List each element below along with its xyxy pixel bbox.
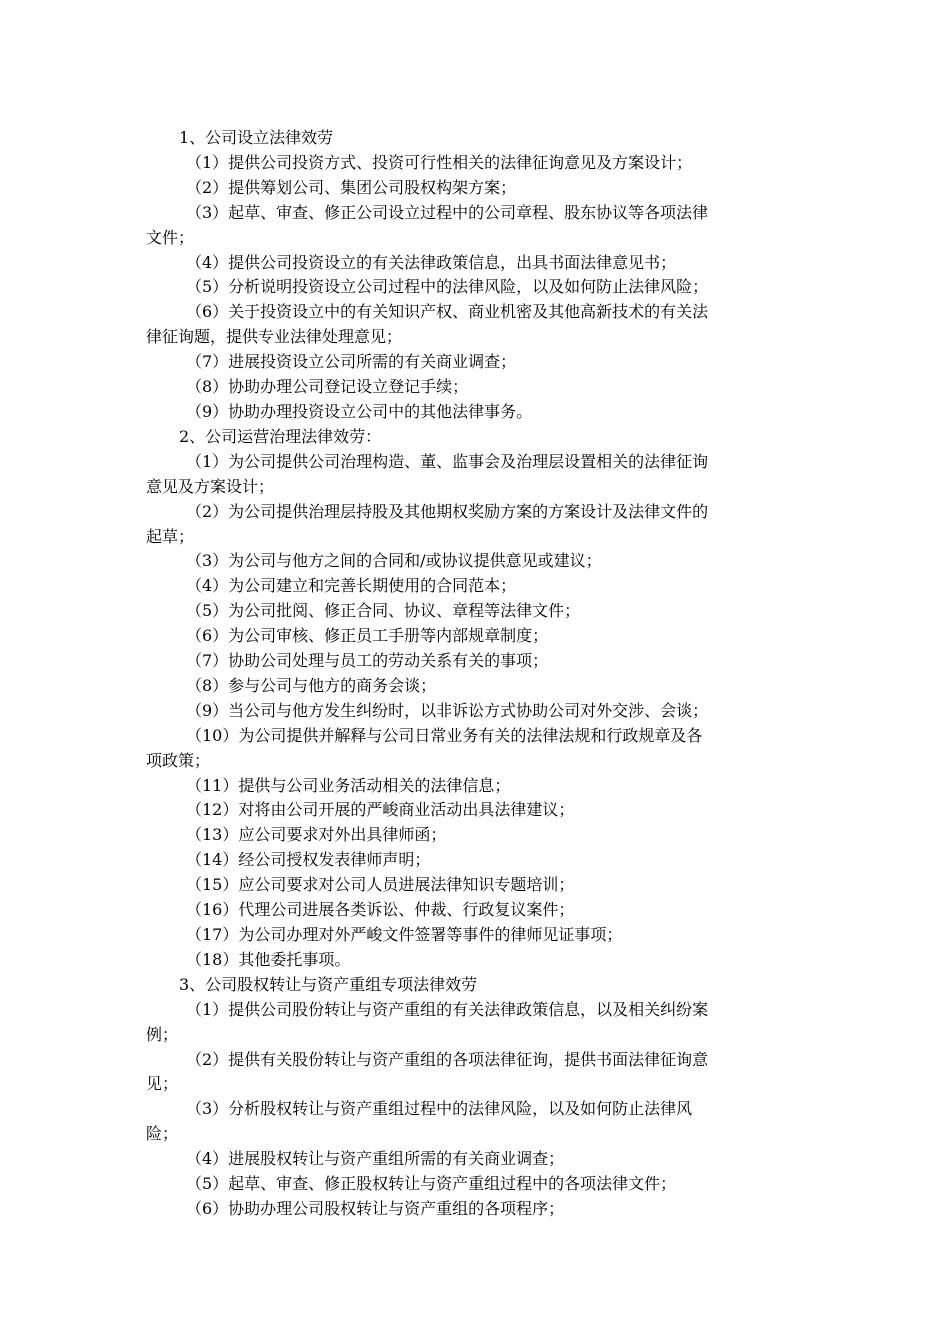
list-item-continuation: 意见及方案设计； — [146, 476, 275, 496]
list-item: （13）应公司要求对外出具律师函； — [186, 825, 447, 845]
list-item-continuation: 见； — [146, 1074, 179, 1094]
list-item: （5）起草、审查、修正股权转让与资产重组过程中的各项法律文件； — [186, 1174, 677, 1194]
list-item: （4）为公司建立和完善长期使用的合同范本； — [186, 576, 517, 596]
section-heading: 2、公司运营治理法律效劳： — [179, 426, 382, 446]
list-item: （12）对将由公司开展的严峻商业活动出具法律建议； — [186, 800, 575, 820]
list-item-continuation: 例； — [146, 1024, 179, 1044]
list-item: （18）其他委托事项。 — [186, 949, 351, 969]
list-item: （2）为公司提供治理层持股及其他期权奖励方案的方案设计及法律文件的 — [186, 501, 709, 521]
list-item: （17）为公司办理对外严峻文件签署等事件的律师见证事项； — [186, 925, 623, 944]
list-item: （2）提供有关股份转让与资产重组的各项法律征询，提供书面法律征询意 — [186, 1049, 709, 1069]
list-item: （11）提供与公司业务活动相关的法律信息； — [186, 775, 511, 795]
section-heading: 3、公司股权转让与资产重组专项法律效劳 — [179, 974, 478, 994]
list-item: （3）分析股权转让与资产重组过程中的法律风险，以及如何防止法律风 — [186, 1099, 693, 1119]
list-item: （5）分析说明投资设立公司过程中的法律风险，以及如何防止法律风险； — [186, 277, 709, 297]
list-item: （15）应公司要求对公司人员进展法律知识专题培训； — [186, 875, 575, 895]
list-item-continuation: 文件； — [146, 227, 195, 247]
list-item: （3）为公司与他方之间的合同和/或协议提供意见或建议； — [186, 551, 602, 571]
list-item: （14）经公司授权发表律师声明； — [186, 850, 431, 870]
list-item: （6）协助办理公司股权转让与资产重组的各项程序； — [186, 1198, 565, 1218]
list-item: （2）提供筹划公司、集团公司股权构架方案； — [186, 177, 517, 197]
list-item-continuation: 项政策； — [146, 750, 211, 770]
document-body — [146, 126, 808, 1222]
list-item: （1）为公司提供公司治理构造、董、监事会及治理层设置相关的法律征询 — [186, 451, 709, 471]
section-heading: 1、公司设立法律效劳 — [179, 128, 334, 147]
list-item: （1）提供公司投资方式、投资可行性相关的法律征询意见及方案设计； — [186, 152, 693, 172]
list-item: （8）协助办理公司登记设立登记手续； — [186, 377, 469, 397]
list-item: （10）为公司提供并解释与公司日常业务有关的法律法规和行政规章及各 — [186, 725, 703, 745]
list-item: （8）参与公司与他方的商务会谈； — [186, 675, 437, 695]
list-item: （5）为公司批阅、修正合同、协议、章程等法律文件； — [186, 601, 581, 621]
list-item-continuation: 律征询题，提供专业法律处理意见； — [146, 327, 403, 347]
list-item-continuation: 起草； — [146, 526, 195, 546]
list-item: （4）进展股权转让与资产重组所需的有关商业调查； — [186, 1149, 565, 1169]
list-item: （6）为公司审核、修正员工手册等内部规章制度； — [186, 626, 549, 646]
list-item: （4）提供公司投资设立的有关法律政策信息，出具书面法律意见书； — [186, 252, 677, 272]
list-item: （6）关于投资设立中的有关知识产权、商业机密及其他高新技术的有关法 — [186, 302, 709, 322]
list-item: （7）协助公司处理与员工的劳动关系有关的事项； — [186, 651, 549, 671]
list-item: （7）进展投资设立公司所需的有关商业调查； — [186, 352, 517, 372]
list-item: （1）提供公司股份转让与资产重组的有关法律政策信息，以及相关纠纷案 — [186, 999, 709, 1019]
list-item: （9）当公司与他方发生纠纷时，以非诉讼方式协助公司对外交涉、会谈； — [186, 700, 709, 720]
list-item-continuation: 险； — [146, 1124, 179, 1144]
list-item: （3）起草、审查、修正公司设立过程中的公司章程、股东协议等各项法律 — [186, 202, 709, 222]
list-item: （9）协助办理投资设立公司中的其他法律事务。 — [186, 401, 533, 421]
list-item: （16）代理公司进展各类诉讼、仲裁、行政复议案件； — [186, 900, 575, 920]
